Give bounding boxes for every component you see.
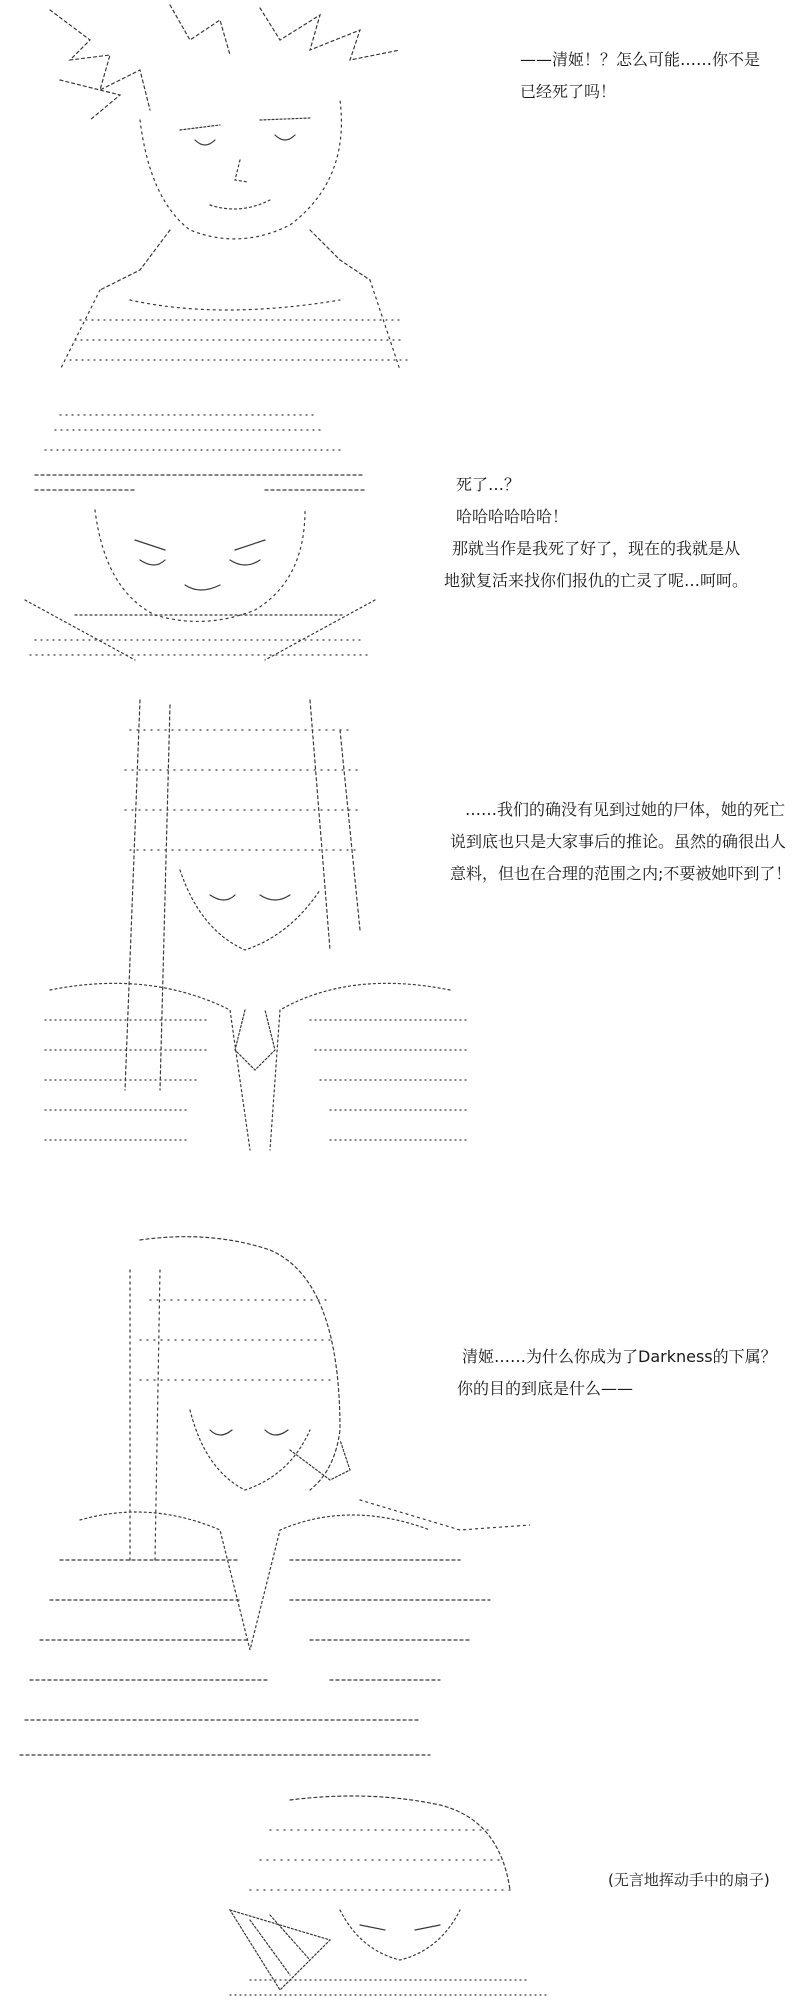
dialogue-line: 意料，但也在合理的范围之内;不要被她吓到了！	[450, 864, 792, 883]
dialogue-line: 你的目的到底是什么——	[457, 1379, 634, 1398]
ascii-art-character-with-sweater	[10, 1230, 530, 1765]
dialogue-block-3	[450, 794, 791, 890]
panel-2	[0, 400, 800, 670]
dialogue-line: 说到底也只是大家事后的推论。虽然的确很出人	[450, 832, 787, 851]
dialogue-line: 死了…？	[456, 475, 521, 494]
dialogue-block-2	[444, 469, 748, 597]
ascii-art-spiky-haired-character	[20, 0, 440, 380]
dialogue-line: 那就当作是我死了好了，现在的我就是从	[452, 539, 741, 558]
caption-text: (无言地挥动手中的扇子)	[608, 1871, 770, 1889]
dialogue-block-4	[457, 1341, 777, 1405]
ascii-art-character-with-fan	[190, 1790, 580, 2000]
ascii-art-long-haired-character	[30, 690, 480, 1180]
dialogue-line: ……我们的确没有见到过她的尸体，她的死亡	[465, 800, 786, 819]
panel-5	[0, 1790, 800, 2000]
dialogue-line: 已经死了吗！	[520, 82, 617, 101]
panel-4	[0, 1230, 800, 1770]
dialogue-block-1	[520, 44, 760, 108]
dialogue-line: 哈哈哈哈哈哈！	[456, 507, 569, 526]
panel-1	[0, 0, 800, 390]
ascii-art-laughing-character	[15, 400, 385, 665]
caption-box	[608, 1869, 770, 1891]
panel-3	[0, 690, 800, 1190]
dialogue-line: ——清姬！？怎么可能……你不是	[520, 50, 761, 69]
dialogue-line: 清姬……为什么你成为了Darkness的下属？	[462, 1347, 777, 1366]
dialogue-line: 地狱复活来找你们报仇的亡灵了呢…呵呵。	[444, 571, 749, 590]
